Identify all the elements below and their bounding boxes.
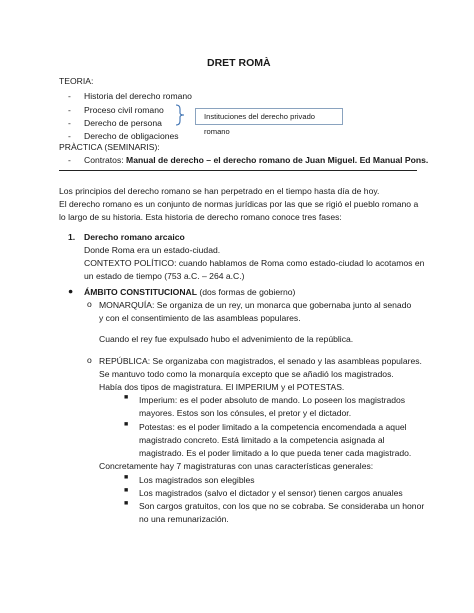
- bullet-icon: ●: [68, 286, 74, 296]
- potestas-line: magistrado. Es el poder limitado a lo que pueda tener cada magistrado.: [139, 448, 412, 458]
- section-line: CONTEXTO POLÍTICO: cuando hablamos de Roma como estado-ciudad lo acotamos en: [84, 258, 425, 268]
- teoria-item: Derecho de persona: [84, 118, 162, 128]
- imperium-line: Imperium: es el poder absoluto de mando. Lo poseen los magistrados: [139, 395, 406, 405]
- practica-item: [84, 155, 428, 165]
- monarquia-note: Cuando el rey fue expulsado hubo el advenimiento de la república.: [99, 334, 354, 344]
- section-line: un estado de tiempo (753 a.C. – 264 a.C.): [84, 271, 245, 281]
- ambito-heading-bold: ÁMBITO CONSTITUCIONAL: [84, 287, 197, 297]
- ambito-heading: [84, 287, 295, 297]
- practica-heading: PRÀCTICA (SEMINARIS):: [59, 142, 160, 152]
- practica-item-prefix: Contratos:: [84, 155, 127, 165]
- circle-bullet-icon: o: [87, 355, 92, 365]
- list-dash: -: [68, 155, 71, 165]
- section-heading: Derecho romano arcaico: [84, 232, 185, 242]
- monarquia-line: MONARQUÍA: Se organiza de un rey, un monarca que gobernaba junto al senado: [99, 300, 412, 310]
- ambito-heading-rest: (dos formas de gobierno): [197, 287, 296, 297]
- teoria-item: Historia del derecho romano: [84, 91, 192, 101]
- list-dash: -: [68, 105, 71, 115]
- square-bullet-icon: ■: [124, 421, 129, 428]
- general-bullet-line: Los magistrados (salvo el dictador y el sensor) tienen cargos anuales: [139, 488, 403, 498]
- intro-line: El derecho romano es un conjunto de normas jurídicas por las que se rigió el pueblo romano a: [59, 199, 419, 209]
- square-bullet-icon: ■: [124, 500, 129, 507]
- republica-line: Se mantuvo todo como la monarquía excepto que se añadió los magistrados.: [99, 369, 394, 379]
- general-bullet-line: no una remunarización.: [139, 514, 229, 524]
- potestas-line: magistrado concreto. Está limitado a la competencia asignada al: [139, 435, 385, 445]
- square-bullet-icon: ■: [124, 487, 129, 494]
- potestas-line: Potestas: es el poder limitado a la competencia encomendada a aquel: [139, 422, 407, 432]
- teoria-item: Proceso civil romano: [84, 105, 164, 115]
- page-title: DRET ROMÀ: [207, 57, 271, 69]
- circle-bullet-icon: o: [87, 299, 92, 309]
- teoria-heading: TEORIA:: [59, 76, 94, 86]
- list-dash: -: [68, 131, 71, 141]
- section-number: 1.: [68, 232, 76, 242]
- concretamente-line: Concretamente hay 7 magistraturas con unas características generales:: [99, 461, 374, 471]
- general-bullet-line: Los magistrados son elegibles: [139, 475, 255, 485]
- intro-line: Los principios del derecho romano se han perpetrado en el tiempo hasta día de hoy.: [59, 186, 380, 196]
- imperium-line: mayores. Estos son los cónsules, el pretor y el dictador.: [139, 408, 352, 418]
- square-bullet-icon: ■: [124, 394, 129, 401]
- teoria-item: Derecho de obligaciones: [84, 131, 179, 141]
- practica-item-reference: Manual de derecho – el derecho romano de Juan Miguel. Ed Manual Pons.: [126, 155, 429, 165]
- republica-line: REPÚBLICA: Se organizaba con magistrados, el senado y las asambleas populares.: [99, 356, 422, 366]
- annotation-box: Instituciones del derecho privado romano: [195, 108, 343, 125]
- republica-line: Había dos tipos de magistratura. El IMPERIUM y el POTESTAS.: [99, 382, 345, 392]
- section-line: Donde Roma era un estado-ciudad.: [84, 245, 221, 255]
- general-bullet-line: Son cargos gratuitos, con los que no se cobraba. Se consideraba un honor: [139, 501, 425, 511]
- list-dash: -: [68, 91, 71, 101]
- intro-line: lo largo de su historia. Esta historia de derecho romano conoce tres fases:: [59, 212, 342, 222]
- horizontal-divider: [59, 170, 417, 171]
- list-dash: -: [68, 118, 71, 128]
- monarquia-line: y con el consentimiento de las asambleas populares.: [99, 313, 301, 323]
- curly-brace-icon: [174, 104, 186, 126]
- square-bullet-icon: ■: [124, 474, 129, 481]
